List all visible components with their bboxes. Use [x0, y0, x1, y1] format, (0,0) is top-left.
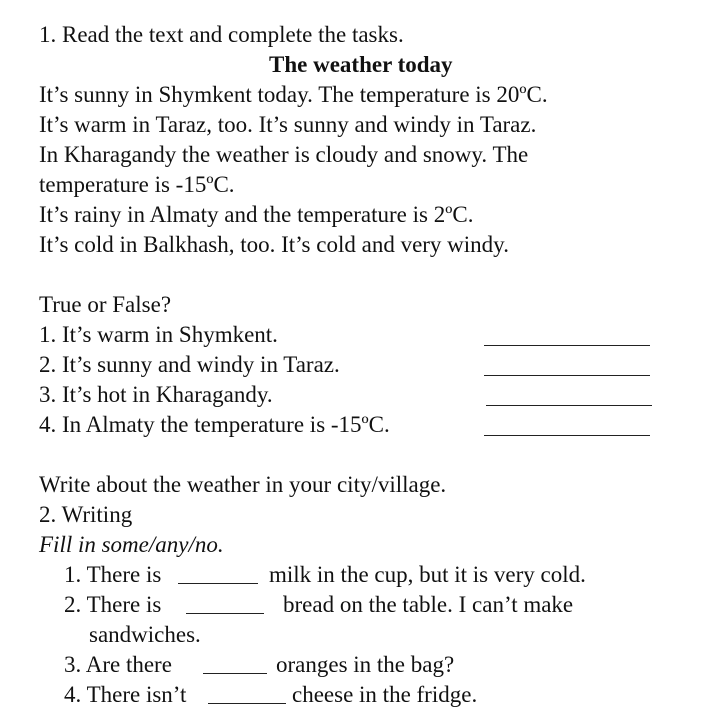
paragraph-line: It’s cold in Balkhash, too. It’s cold and very windy. — [39, 232, 509, 257]
answer-blank[interactable] — [484, 435, 650, 436]
true-false-item: 3. It’s hot in Kharagandy. — [39, 382, 273, 407]
fill-item-after: cheese in the fridge. — [292, 682, 478, 707]
text-title: The weather today — [269, 52, 453, 77]
writing-prompt: Write about the weather in your city/village. — [39, 472, 447, 497]
true-false-item: 1. It’s warm in Shymkent. — [39, 322, 278, 347]
fill-item-after: bread on the table. I can’t make — [283, 592, 574, 617]
paragraph-line: It’s warm in Taraz, too. It’s sunny and windy in Taraz. — [39, 112, 537, 137]
fill-blank[interactable] — [186, 613, 264, 614]
fill-item-continuation: sandwiches. — [89, 622, 201, 647]
fill-blank[interactable] — [208, 703, 286, 704]
answer-blank[interactable] — [486, 405, 652, 406]
fill-item-before: 2. There is — [64, 592, 162, 617]
answer-blank[interactable] — [484, 345, 650, 346]
writing-heading: 2. Writing — [39, 502, 133, 527]
fill-blank[interactable] — [178, 583, 258, 584]
fill-item-before: 4. There isn’t — [64, 682, 187, 707]
paragraph-line: It’s rainy in Almaty and the temperature is 2ºC. — [39, 202, 474, 227]
true-false-item: 2. It’s sunny and windy in Taraz. — [39, 352, 340, 377]
task1-heading: 1. Read the text and complete the tasks. — [39, 22, 404, 47]
fill-item-after: milk in the cup, but it is very cold. — [269, 562, 586, 587]
paragraph-line: temperature is -15ºC. — [39, 172, 235, 197]
paragraph-line: In Kharagandy the weather is cloudy and snowy. The — [39, 142, 529, 167]
true-false-heading: True or False? — [39, 292, 172, 317]
fill-item-after: oranges in the bag? — [276, 652, 455, 677]
answer-blank[interactable] — [484, 375, 650, 376]
fill-item-before: 3. Are there — [64, 652, 172, 677]
true-false-item: 4. In Almaty the temperature is -15ºC. — [39, 412, 390, 437]
fill-instruction: Fill in some/any/no. — [39, 532, 224, 557]
fill-blank[interactable] — [203, 673, 267, 674]
paragraph-line: It’s sunny in Shymkent today. The temperature is 20ºC. — [39, 82, 548, 107]
fill-item-before: 1. There is — [64, 562, 162, 587]
